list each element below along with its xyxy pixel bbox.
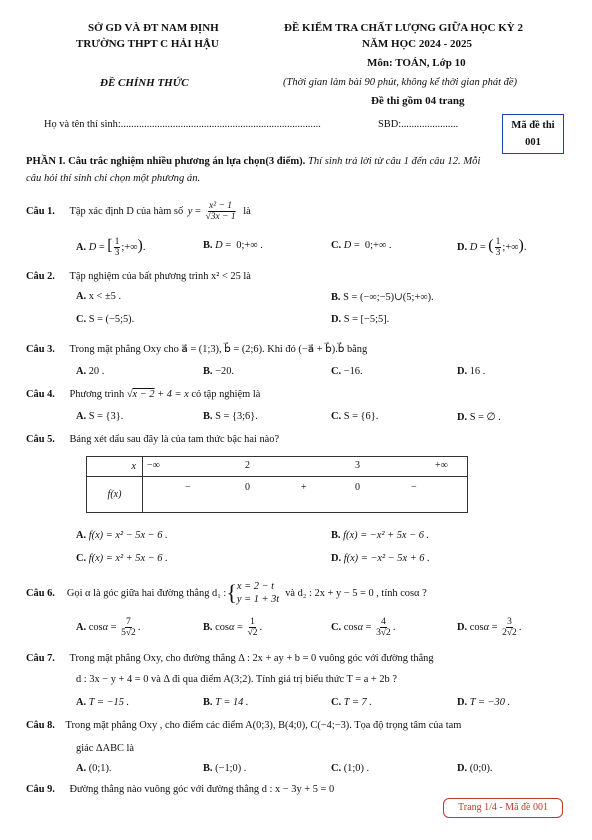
official-label: ĐỀ CHÍNH THỨC	[100, 77, 189, 89]
dept-name: SỞ GD VÀ ĐT NAM ĐỊNH	[88, 22, 219, 34]
q8-option-b[interactable]: B. (−1;0) .	[203, 763, 247, 774]
q7-option-a[interactable]: A. T = −15 .	[76, 697, 130, 708]
zero-1: 0	[245, 482, 250, 493]
page-footer: Trang 1/4 - Mã đề 001	[443, 798, 563, 818]
q2-option-b[interactable]: B. S = (−∞;−5)∪(5;+∞).	[331, 292, 434, 303]
exam-title: ĐỀ KIỂM TRA CHẤT LƯỢNG GIỮA HỌC KỲ 2	[284, 22, 523, 34]
q3-option-d[interactable]: D. 16 .	[457, 366, 486, 377]
q6-sys1: x = 2 − t	[236, 581, 274, 592]
q1-option-d[interactable]: D. D = ( $\frac{1}{3}$ ;+∞).	[457, 237, 527, 259]
q5-text: Bảng xét dấu sau đây là của tam thức bậc hai nào?	[69, 434, 280, 445]
q6-system	[237, 580, 279, 606]
sign-table-x: x	[87, 457, 143, 477]
part1-heading	[26, 156, 480, 167]
q2	[26, 271, 251, 282]
q1-label: Câu 1.	[26, 205, 55, 217]
q8-line2: giác ΔABC là	[76, 743, 135, 754]
q4-text: có tập nghiệm là	[191, 389, 261, 400]
q3	[26, 343, 367, 355]
sign-table-fx: f(x)	[87, 477, 143, 513]
q5-label: Câu 5.	[26, 434, 55, 445]
sign-table-x-row	[143, 457, 468, 477]
x-pos-inf: +∞	[435, 460, 448, 471]
q3-label: Câu 3.	[26, 344, 55, 355]
sbd-field: SBD:......................	[378, 119, 459, 130]
q6-label: Câu 6.	[26, 587, 55, 599]
q2-option-a[interactable]: A. x < ±5 .	[76, 291, 122, 302]
q1-text: Tập xác định D của hàm số	[69, 205, 184, 217]
school-year: NĂM HỌC 2024 - 2025	[362, 38, 472, 50]
q6-sys2: y = 1 + 3t	[236, 594, 280, 605]
student-name-field: Họ và tên thí sinh:.............................................................................	[44, 119, 321, 130]
q3-option-b[interactable]: B. −20.	[203, 366, 234, 377]
q6: Câu 6. Gọi α là góc giữa hai đường thẳng d₁ : { x = 2 − t y = 1 + 3t và d₂ : 2x + y − 5 = 0 , tính cosα ?	[26, 580, 427, 605]
q9-text: Đường thẳng nào vuông góc với đường thẳng d : x − 3y + 5 = 0	[69, 784, 335, 795]
q4: Câu 4. Phương trình √x − 2 + 4 = x có tập nghiệm là	[26, 389, 261, 400]
q1-option-c[interactable]: C. D = 0;+∞ .	[331, 240, 392, 251]
q2-option-c[interactable]: C. S = (−5;5).	[76, 314, 135, 325]
q1-fraction: $\frac{\text{x² − 1}}{√3x - 1}$	[205, 201, 236, 222]
q5-option-b[interactable]: B. f(x) = −x² + 5x − 6 .	[331, 530, 430, 541]
q2-option-d[interactable]: D. S = [−5;5].	[331, 314, 390, 325]
x-neg-inf: −∞	[147, 460, 160, 471]
q7-line1: Trong mặt phẳng Oxy, cho đường thẳng Δ : 2x + ay + b = 0 vuông góc với đường thẳng	[69, 653, 434, 664]
exam-code-box	[502, 114, 564, 154]
q4-option-b[interactable]: B. S = {3;6}.	[203, 411, 258, 422]
q6-lead: Gọi α là góc giữa hai đường thẳng d₁ :	[66, 587, 227, 599]
q3-text: Trong mặt phẳng Oxy cho a⃗ = (1;3), b⃗ = (2;6). Khi đó (−a⃗ + b⃗).b⃗ bằng	[69, 344, 368, 355]
q5-option-a[interactable]: A. f(x) = x² − 5x − 6 .	[76, 530, 168, 541]
exam-code-value: 001	[525, 137, 541, 148]
q8-line1: Trong mặt phẳng Oxy , cho điểm các điểm A(0;3), B(4;0), C(−4;−3). Tọa độ trọng tâm của tam	[65, 720, 462, 731]
page-count: Đề thi gồm 04 trang	[371, 95, 465, 107]
part1-instr: Thí sinh trả lời từ câu 1 đến câu 12. Mỗi	[305, 156, 481, 167]
q6-option-d[interactable]: D. cosα = $\frac{3}{2√2}$ .	[457, 617, 522, 638]
part1-instr2: câu hỏi thí sinh chỉ chọn một phương án.	[26, 173, 201, 184]
part1-title: PHẦN I. Câu trắc nghiệm nhiều phương án lựa chọn(3 điểm).	[26, 156, 306, 167]
q8-option-d[interactable]: D. (0;0).	[457, 763, 493, 774]
q9-label: Câu 9.	[26, 784, 55, 795]
sign-table	[86, 456, 468, 513]
q7-option-d[interactable]: D. T = −30 .	[457, 697, 511, 708]
q7	[26, 653, 434, 664]
q4-lead: Phương trình	[69, 389, 125, 400]
sign-table-fx-row	[143, 477, 468, 513]
q9	[26, 784, 334, 795]
q6-option-c[interactable]: C. cosα = $\frac{4}{3√2}$ .	[331, 617, 396, 638]
q8-option-a[interactable]: A. (0;1).	[76, 763, 112, 774]
q1: Câu 1. Tập xác định D của hàm số y = $\frac{\text{x² − 1}}{√3x - 1}$ là	[26, 201, 251, 222]
q7-line2: d : 3x − y + 4 = 0 và Δ đi qua điểm A(3;2). Tính giá trị biểu thức T = a + 2b ?	[76, 674, 397, 685]
q8-label: Câu 8.	[26, 720, 55, 731]
zero-2: 0	[355, 482, 360, 493]
q3-option-a[interactable]: A. 20 .	[76, 366, 105, 377]
q6-option-b[interactable]: B. cosα = $\frac{1}{√2}$ .	[203, 617, 263, 638]
q4-label: Câu 4.	[26, 389, 55, 400]
sign-3: −	[411, 482, 417, 493]
q4-option-c[interactable]: C. S = {6}.	[331, 411, 379, 422]
q1-option-b[interactable]: B. D = 0;+∞ .	[203, 240, 263, 251]
q1-option-a[interactable]: A. D = [ $\frac{1}{3}$ ;+∞).	[76, 237, 146, 259]
q4-option-d[interactable]: D. S = ∅ .	[457, 412, 501, 423]
q4-option-a[interactable]: A. S = {3}.	[76, 411, 124, 422]
q2-label: Câu 2.	[26, 271, 55, 282]
q6-option-a[interactable]: A. cosα = $\frac{7}{5√2}$ .	[76, 617, 141, 638]
x-root-2: 2	[245, 460, 250, 471]
q8	[26, 720, 461, 731]
q7-option-b[interactable]: B. T = 14 .	[203, 697, 249, 708]
q5-option-c[interactable]: C. f(x) = x² + 5x − 6 .	[76, 553, 168, 564]
sign-1: −	[185, 482, 191, 493]
x-root-3: 3	[355, 460, 360, 471]
subject: Môn: TOÁN, Lớp 10	[367, 57, 466, 69]
q6-tail: và d₂ : 2x + y − 5 = 0 , tính cosα ?	[285, 587, 427, 599]
q3-option-c[interactable]: C. −16.	[331, 366, 363, 377]
exam-code-label: Mã đề thi	[511, 120, 555, 131]
q7-label: Câu 7.	[26, 653, 55, 664]
q8-option-c[interactable]: C. (1;0) .	[331, 763, 370, 774]
school-name: TRƯỜNG THPT C HẢI HẬU	[76, 38, 219, 50]
q5-option-d[interactable]: D. f(x) = −x² − 5x + 6 .	[331, 553, 430, 564]
q1-tail: là	[243, 205, 251, 217]
q2-text: Tập nghiệm của bất phương trình x² < 25 là	[69, 271, 251, 282]
q7-option-c[interactable]: C. T = 7 .	[331, 697, 372, 708]
q5	[26, 434, 279, 445]
sign-2: +	[301, 482, 307, 493]
time-note: (Thời gian làm bài 90 phút, không kể thời gian phát đề)	[283, 77, 518, 88]
